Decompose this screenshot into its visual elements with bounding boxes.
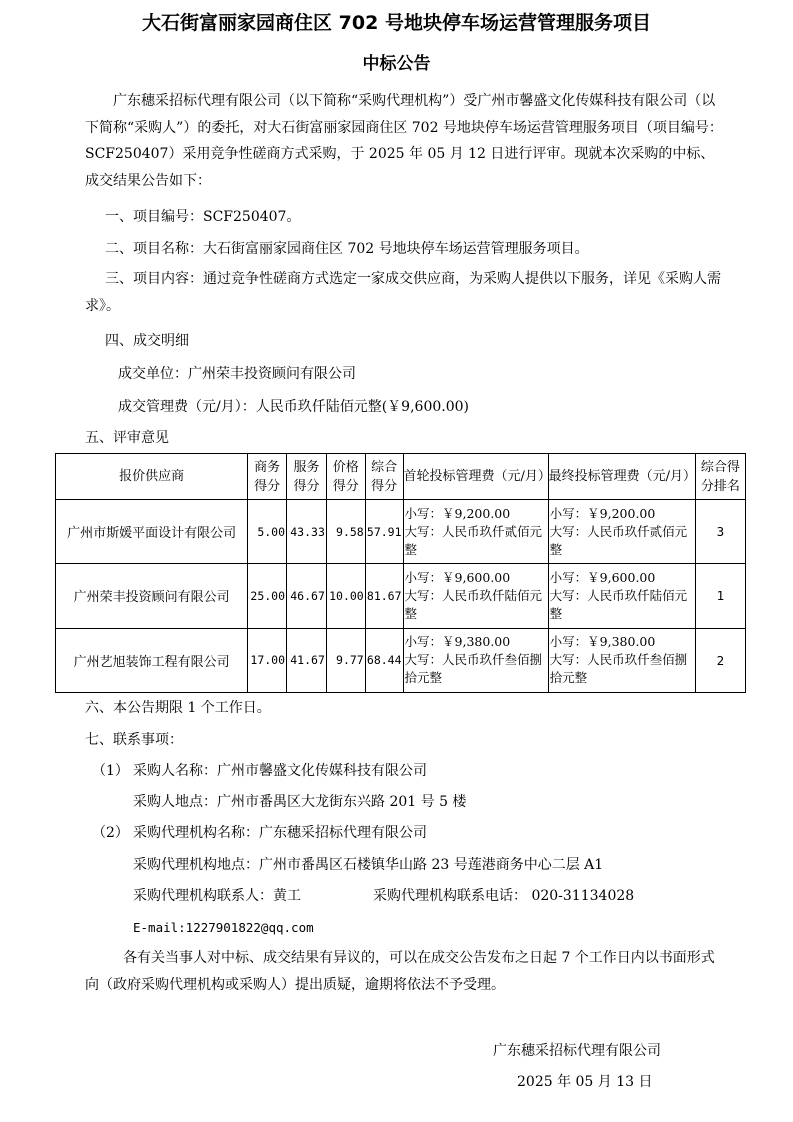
item-project-number: 一、项目编号：SCF250407。 [105, 209, 301, 225]
deal-fee: 成交管理费（元/月）：人民币玖仟陆佰元整(￥9,600.00) [118, 399, 469, 415]
final-fee-big: 大写：人民币玖仟叁佰捌拾元整 [549, 652, 688, 686]
document-title: 大石街富丽家园商住区 702 号地块停车场运营管理服务项目 [142, 12, 651, 34]
item-deal-details: 四、成交明细 [105, 333, 189, 349]
final-fee-small: 小写：￥9,600.00 [549, 569, 656, 585]
final-fee-big: 大写：人民币玖仟陆佰元整 [549, 587, 688, 621]
agency-contact-phone: 采购代理机构联系电话： 020-31134028 [373, 888, 635, 904]
rank: 2 [695, 628, 745, 692]
supplier-name: 广州艺旭装饰工程有限公司 [56, 628, 248, 692]
item-contact: 七、联系事项： [85, 732, 183, 748]
business-score: 17.00 [248, 628, 287, 692]
service-score: 41.67 [287, 628, 327, 692]
final-fee-big: 大写：人民币玖仟贰佰元整 [549, 523, 688, 557]
intro-paragraph [85, 88, 725, 194]
deal-unit: 成交单位：广州荣丰投资顾问有限公司 [118, 366, 356, 382]
final-fee-small: 小写：￥9,380.00 [549, 634, 656, 650]
first-fee [403, 500, 548, 564]
table-row [56, 500, 746, 564]
review-results-table [55, 453, 746, 693]
header-business-score: 商务得分 [248, 454, 287, 500]
price-score: 9.58 [326, 500, 365, 564]
business-score: 25.00 [248, 564, 287, 628]
business-score: 5.00 [248, 500, 287, 564]
total-score: 57.91 [365, 500, 403, 564]
first-fee-small: 小写：￥9,600.00 [404, 569, 511, 585]
header-service-score: 服务得分 [287, 454, 327, 500]
signature-date: 2025 年 05 月 13 日 [517, 1074, 653, 1090]
final-fee [548, 500, 695, 564]
item-project-name: 二、项目名称：大石街富丽家园商住区 702 号地块停车场运营管理服务项目。 [105, 241, 589, 257]
item-project-content: 三、项目内容：通过竞争性磋商方式选定一家成交供应商，为采购人提供以下服务，详见《采购人需求》。 [85, 271, 721, 314]
agency-address: 采购代理机构地点：广州市番禺区石楼镇华山路 23 号莲港商务中心二层 A1 [133, 857, 604, 873]
first-fee-big: 大写：人民币玖仟叁佰捌拾元整 [404, 652, 543, 686]
header-final-fee: 最终投标管理费（元/月） [548, 454, 695, 500]
agency-name: 采购代理机构名称：广东穗采招标代理有限公司 [133, 825, 427, 841]
first-fee-big: 大写：人民币玖仟陆佰元整 [404, 587, 543, 621]
agency-contact-person: 采购代理机构联系人：黄工 [133, 888, 301, 904]
header-supplier: 报价供应商 [56, 454, 248, 500]
supplier-name: 广州市斯媛平面设计有限公司 [56, 500, 248, 564]
item-announcement-period: 六、本公告期限 1 个工作日。 [85, 700, 271, 716]
rank: 3 [695, 500, 745, 564]
agency-email[interactable]: E-mail:1227901822@qq.com [133, 920, 314, 935]
first-fee [403, 564, 548, 628]
table-header-row [56, 454, 746, 500]
intro-text: 广东穗采招标代理有限公司（以下简称“采购代理机构”）受广州市馨盛文化传媒科技有限公司（以下简称“采购人”）的委托，对大石街富丽家园商住区 702 号地块停车场运营管理服务项目（项目编号：SCF250407）采用竞争性磋商方式采购，于 2025 年 05 月 12 日进行评审。现就本次采购的中标、成交结果公告如下： [85, 93, 723, 189]
signature-organization: 广东穗采招标代理有限公司 [493, 1043, 661, 1059]
header-total-score: 综合得分 [365, 454, 403, 500]
contact2-number: （2） [92, 825, 129, 841]
first-fee-small: 小写：￥9,380.00 [404, 634, 511, 650]
first-fee-big: 大写：人民币玖仟贰佰元整 [404, 523, 543, 557]
price-score: 10.00 [326, 564, 365, 628]
purchaser-address: 采购人地点：广州市番禺区大龙街东兴路 201 号 5 楼 [133, 794, 467, 810]
item-review-opinion: 五、评审意见 [85, 430, 169, 446]
objection-paragraph: 各有关当事人对中标、成交结果有异议的，可以在成交公告发布之日起 7 个工作日内以书面形式向（政府采购代理机构或采购人）提出质疑，逾期将依法不予受理。 [85, 950, 715, 993]
total-score: 81.67 [365, 564, 403, 628]
first-fee [403, 628, 548, 692]
total-score: 68.44 [365, 628, 403, 692]
price-score: 9.77 [326, 628, 365, 692]
header-first-fee: 首轮投标管理费（元/月） [403, 454, 548, 500]
service-score: 46.67 [287, 564, 327, 628]
table-row [56, 628, 746, 692]
purchaser-name: 采购人名称：广州市馨盛文化传媒科技有限公司 [133, 763, 427, 779]
header-price-score: 价格得分 [326, 454, 365, 500]
rank: 1 [695, 564, 745, 628]
final-fee [548, 628, 695, 692]
header-rank: 综合得分排名 [695, 454, 745, 500]
document-subtitle: 中标公告 [362, 54, 431, 74]
final-fee [548, 564, 695, 628]
final-fee-small: 小写：￥9,200.00 [549, 505, 656, 521]
supplier-name: 广州荣丰投资顾问有限公司 [56, 564, 248, 628]
table-row [56, 564, 746, 628]
contact1-number: （1） [92, 763, 129, 779]
service-score: 43.33 [287, 500, 327, 564]
first-fee-small: 小写：￥9,200.00 [404, 505, 511, 521]
